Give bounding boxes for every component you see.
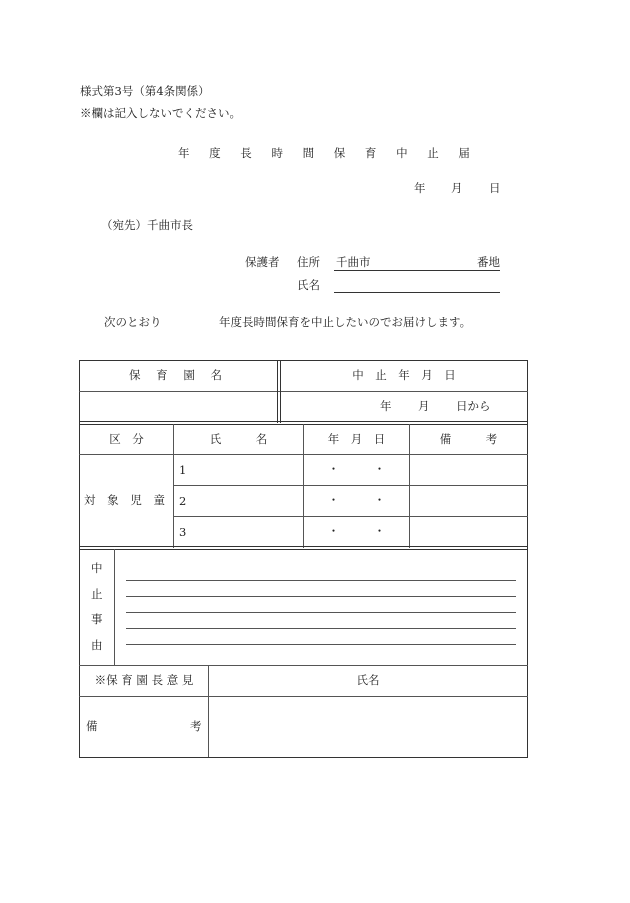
nursery-name-input[interactable]: [80, 392, 277, 421]
page-title: 年 度 長 時 間 保 育 中 止 届: [178, 146, 478, 160]
stop-date-from: 日から: [456, 399, 491, 413]
addressee: （宛先）千曲市長: [101, 218, 193, 232]
stop-date-month: 月: [418, 399, 430, 413]
statement-prefix: 次のとおり: [104, 315, 162, 329]
remarks-label-left: 備: [86, 719, 98, 733]
stop-date-header: 中 止 年 月 日: [352, 368, 456, 383]
date-day: 日: [489, 181, 501, 195]
statement-suffix: 年度長時間保育を中止したいのでお届けします。: [219, 315, 472, 329]
name-label: 氏名: [297, 278, 320, 292]
child-row-2-date[interactable]: ・ ・: [327, 493, 386, 508]
child-row-3-date[interactable]: ・ ・: [327, 523, 386, 538]
nursery-name-header: 保 育 園 名: [129, 368, 228, 383]
col-birthdate-header: 年 月 日: [327, 431, 386, 446]
child-row-3-number: 3: [179, 525, 187, 539]
target-children-label: 対 象 児 童: [84, 492, 169, 507]
guardian-label: 保護者: [245, 255, 280, 269]
form-number: 様式第3号（第4条関係）: [80, 84, 210, 98]
remarks-label-right: 考: [190, 719, 202, 733]
address-city[interactable]: 千曲市: [336, 255, 371, 269]
reason-label-1: 中: [91, 561, 103, 575]
reason-label-3: 事: [91, 612, 103, 626]
child-row-1-date[interactable]: ・ ・: [327, 462, 386, 477]
date-month: 月: [451, 181, 463, 195]
director-opinion-label: ※保 育 園 長 意 見: [94, 673, 194, 688]
col-name-header: 氏 名: [209, 431, 268, 446]
form-note: ※欄は記入しないでください。: [80, 106, 241, 120]
date-year: 年: [414, 181, 426, 195]
col-remarks-header: 備 考: [439, 431, 498, 446]
child-row-1-number: 1: [179, 463, 187, 477]
col-category-header: 区 分: [109, 431, 144, 446]
reason-label-2: 止: [91, 587, 103, 601]
child-row-2-number: 2: [179, 494, 187, 508]
stop-date-year: 年: [380, 399, 392, 413]
address-lot-label: 番地: [477, 255, 500, 269]
reason-label-4: 由: [91, 638, 103, 652]
director-name-label: 氏名: [356, 673, 380, 688]
address-label: 住所: [297, 255, 320, 269]
